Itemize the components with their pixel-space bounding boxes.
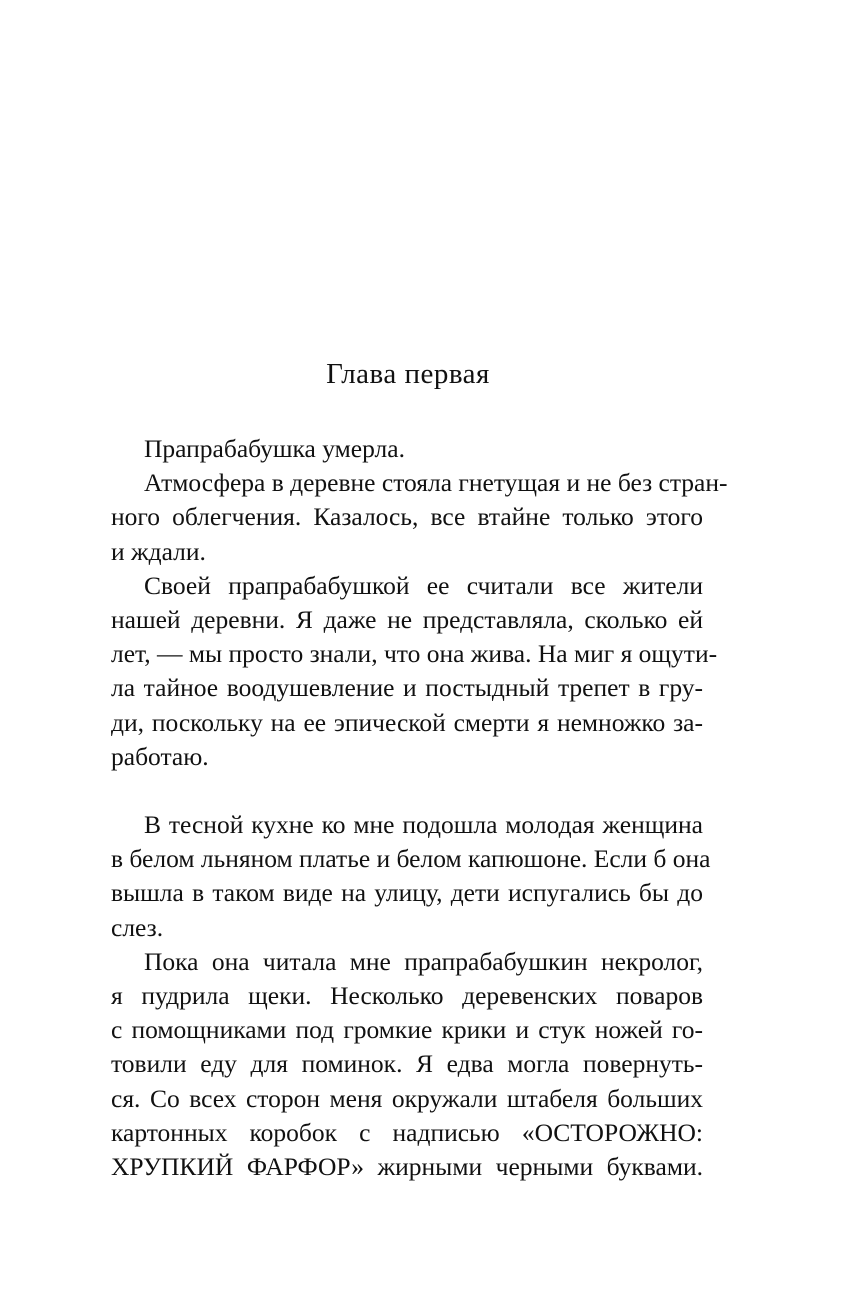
text-line: Своей прапрабабушкой ее считали все жители xyxy=(144,570,703,600)
text-line: картонных коробок с надписью «ОСТОРОЖНО: xyxy=(111,1117,703,1147)
text-line: ного облегчения. Казалось, все втайне только этого xyxy=(111,502,703,532)
text-line: нашей деревни. Я даже не представляла, сколько ей xyxy=(111,605,703,635)
text-line: В тесной кухне ко мне подошла молодая женщина xyxy=(144,810,703,840)
paragraph xyxy=(111,808,711,945)
text-line: слез. xyxy=(111,912,164,942)
text-line: Атмосфера в деревне стояла гнетущая и не без стран- xyxy=(144,468,728,498)
body-text xyxy=(111,432,728,1184)
text-line: ла тайное воодушевление и постыдный трепет в гру- xyxy=(111,673,703,703)
chapter-title: Глава первая xyxy=(326,358,490,390)
text-line: Прапрабабушка умерла. xyxy=(144,434,405,463)
text-line: вышла в таком виде на улицу, дети испугались бы до xyxy=(111,878,703,908)
text-line: товили еду для поминок. Я едва могла повернуть- xyxy=(111,1049,703,1079)
text-line: лет, — мы просто знали, что она жива. На миг я ощути- xyxy=(111,639,718,669)
paragraph xyxy=(111,466,728,569)
paragraph xyxy=(111,569,718,774)
paragraph xyxy=(111,945,703,1184)
text-line: и ждали. xyxy=(111,536,206,566)
text-line: ся. Со всех сторон меня окружали штабеля больших xyxy=(111,1083,703,1113)
text-line: Пока она читала мне прапрабабушкин некролог, xyxy=(144,946,703,976)
text-line: с помощниками под громкие крики и стук ножей го- xyxy=(111,1015,703,1045)
text-line: в белом льняном платье и белом капюшоне. Если б она xyxy=(111,844,711,874)
text-line: ХРУПКИЙ ФАРФОР» жирными черными буквами. xyxy=(111,1152,703,1182)
text-line: работаю. xyxy=(111,741,209,771)
paragraph xyxy=(111,432,703,466)
text-line: ди, поскольку на ее эпической смерти я немножко за- xyxy=(111,707,703,737)
text-line: я пудрила щеки. Несколько деревенских поваров xyxy=(111,981,703,1011)
